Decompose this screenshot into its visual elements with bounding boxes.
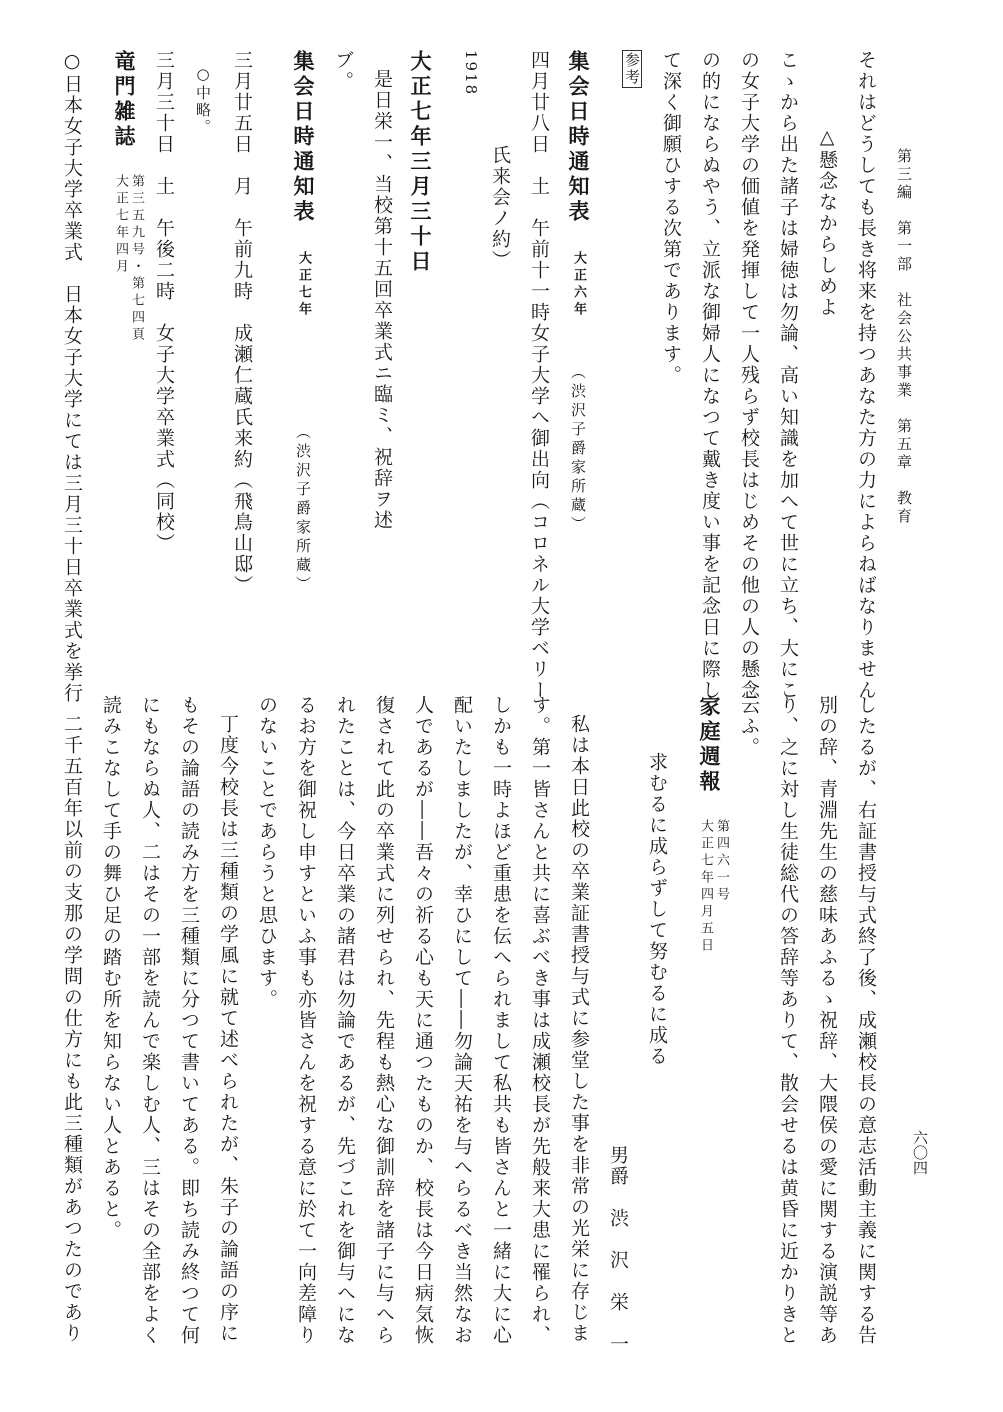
text-line: 読みこなして手の舞ひ足の踏む所を知らない人とあると。 <box>100 695 122 1241</box>
notice-title: 集会日時通知表 <box>291 50 316 225</box>
event-text: 是日栄一、当校第十五回卒業式ニ臨ミ、祝辞ヲ述 <box>371 69 393 531</box>
text-line: もその論語の読み方を三種類に分つて書いてある。即ち読み終つて何 <box>178 695 200 1346</box>
text-line: 二千五百年以前の支那の学問の仕方にも此三種類があつたのであり <box>61 714 83 1344</box>
notice-title: 集会日時通知表 <box>566 50 591 225</box>
paper-heading <box>690 695 729 1355</box>
notice-entry: 三月三十日 土 午後二時 女子大学卒業式（同校） <box>153 50 175 554</box>
notice-source: （渋沢子爵家所蔵） <box>569 364 587 535</box>
journal-title: 竜門雑誌 <box>112 50 137 150</box>
text-line: 私は本日此校の卒業証書授与式に参堂した事を非常の光栄に存じま <box>568 714 590 1344</box>
event-text-cont: ブ。 <box>332 50 354 92</box>
text-line: のないことであらうと思ひます。 <box>256 695 278 1010</box>
text-line: こゝから出た諸子は婦徳は勿論、高い知識を加へて世に立ち、大にこ <box>777 50 799 701</box>
notice-heading <box>558 50 598 650</box>
notice-entry-cont: 氏来会ノ約） <box>489 145 511 271</box>
text-line: て深く御願ひする次第であります。 <box>660 50 682 386</box>
notice-entry: 三月廿五日 月 午前九時 成瀬仁蔵氏来約（飛鳥山邸） <box>231 50 253 596</box>
western-year: 1918 <box>462 50 480 97</box>
omission-note: ○中略。 <box>194 65 212 136</box>
notice-year: 大正七年 <box>296 251 311 319</box>
text-line: す。第一皆さんと共に喜ぶべき事は成瀬校長が先般来大患に罹られ、 <box>529 695 551 1346</box>
text-line: 配いたしましたが、幸ひにして――勿論天祐を与へらるべき当然なお <box>451 695 473 1346</box>
article-heading: 求むるに成らずして努むるに成る <box>646 752 668 1067</box>
text-line: り、之に対し生徒総代の答辞等ありて、散会せるは黄昏に近かりきと <box>777 695 799 1346</box>
text-line: それはどうしても長き将来を持つあなた方の力によらねばなりません <box>855 50 877 701</box>
notice-source: （渋沢子爵家所蔵） <box>294 424 312 595</box>
notice-year: 大正六年 <box>571 251 586 319</box>
text-line: 復されて此の卒業式に列せられ、先程も熱心な御訓辞を諸子に与へら <box>373 695 395 1346</box>
text-line: るお方を御祝し申すといふ事も亦皆さんを祝する意に於て一向差障り <box>295 695 317 1346</box>
text-line: したるが、右証書授与式終了後、成瀬校長の意志活動主義に関する告 <box>855 695 877 1346</box>
running-head: 第三編 第一部 社会公共事業 第五章 教育 <box>895 148 913 526</box>
author: 男爵 渋 沢 栄 一 <box>607 1145 629 1355</box>
text-line: しかも一時よほど重患を伝へられまして私共も皆さんと一緒に大に心 <box>490 695 512 1346</box>
notice-heading <box>283 50 323 650</box>
bottom-section <box>61 695 885 1355</box>
text-line: の女子大学の価値を発揮して一人残らず校長はじめその他の人の懸念 <box>738 50 760 701</box>
text-line: ○日本女子大学卒業式 日本女子大学にては三月三十日卒業式を挙行 <box>61 50 83 704</box>
journal-note: 第三五九号・第七四頁 大正七年四月 <box>113 174 144 345</box>
notice-entry: 四月廿八日 土 午前十一時女子大学へ御出向（コロネル大学ベリー <box>528 50 550 701</box>
text-line: れたことは、今日卒業の諸君は勿論であるが、先づこれを御与へにな <box>334 695 356 1346</box>
paper-title: 家庭週報 <box>697 695 722 795</box>
top-section <box>61 50 885 704</box>
reference-label: 参考 <box>623 52 641 86</box>
subheading: △懸念なからしめよ <box>816 126 838 318</box>
text-line: 云ふ。 <box>738 695 760 758</box>
journal-heading <box>105 50 144 650</box>
text-line: にもならぬ人、二はその一部を読んで楽しむ人、三はその全部をよく <box>139 695 161 1346</box>
text-line: 丁度今校長は三種類の学風に就て述べられたが、朱子の論語の序に <box>217 714 239 1344</box>
source-label <box>612 50 651 650</box>
paper-note: 第四六一号 大正七年四月五日 <box>698 819 729 956</box>
text-line: 別の辞、青淵先生の慈味あふるゝ祝辞、大隈侯の愛に関する演説等あ <box>816 695 838 1346</box>
text-line: の的にならぬやう、立派な御婦人になつて戴き度い事を記念日に際し <box>699 50 721 701</box>
date-heading: 大正七年三月三十日 <box>408 50 433 275</box>
text-line: 人であるが――吾々の祈る心も天に通つたものか、校長は今日病気恢 <box>412 695 434 1346</box>
page-number: 六〇四 <box>911 1130 929 1175</box>
